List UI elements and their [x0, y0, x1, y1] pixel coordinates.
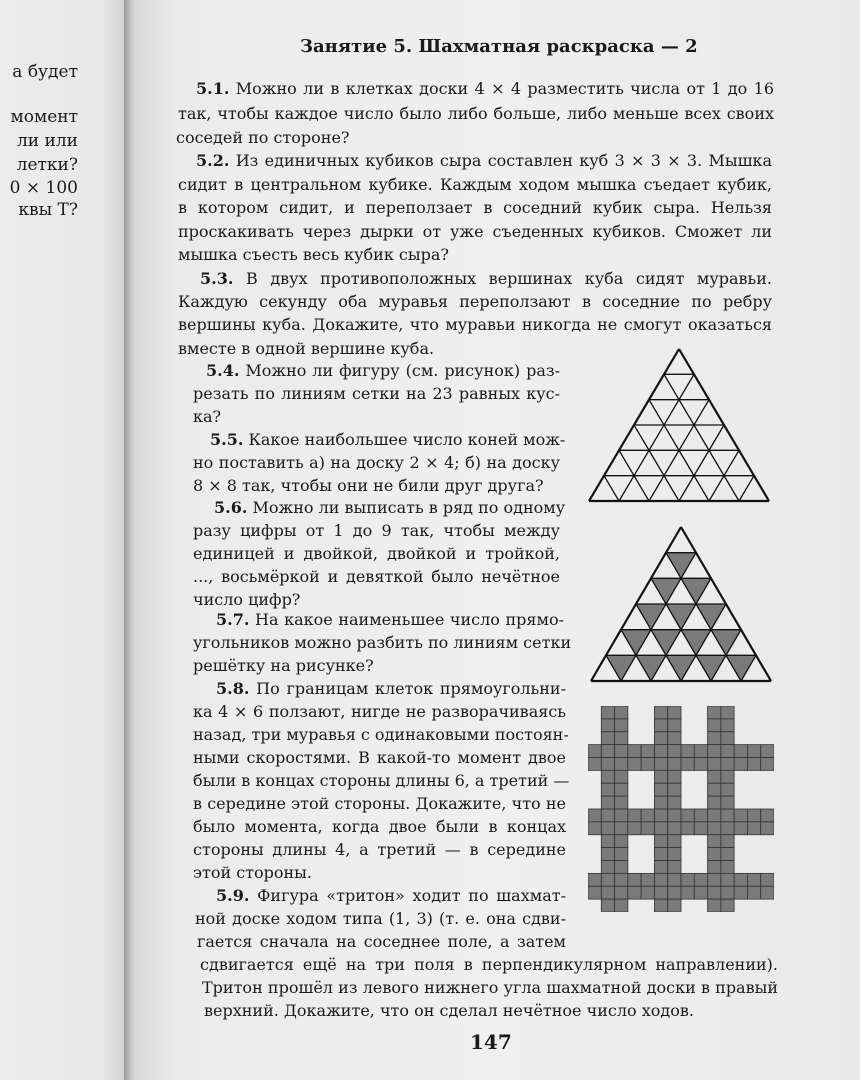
lattice-cell [708, 796, 721, 809]
lattice-cell [694, 758, 707, 771]
lattice-cell [668, 835, 681, 848]
problem-number: 5.2. [196, 151, 230, 170]
problem-text: По границам клеток прямоугольни- [256, 679, 566, 698]
lattice-cell [654, 732, 667, 745]
problem-5-4-line [206, 363, 560, 379]
lattice-cell [654, 848, 667, 861]
lattice-cell [641, 758, 654, 771]
lattice-cell [615, 732, 628, 745]
shaded-cell [636, 604, 666, 630]
problem-5-3-line: вместе в одной вершине куба. [178, 339, 435, 358]
lattice-cell [694, 745, 707, 758]
lattice-cell [628, 822, 641, 835]
shaded-cell [696, 604, 726, 630]
left-page-line: летки? [16, 155, 78, 175]
lattice-cell [761, 758, 774, 771]
problem-5-7-line: угольников можно разбить по линиям сетки [193, 633, 572, 652]
lattice-cell [721, 886, 734, 899]
lattice-cell [601, 796, 614, 809]
lattice-cell [668, 848, 681, 861]
lattice-cell [615, 758, 628, 771]
lattice-cell [668, 822, 681, 835]
lattice-cell [734, 758, 747, 771]
problem-text: На какое наименьшее число прямо- [255, 610, 564, 629]
problem-5-6-line [214, 498, 566, 517]
lattice-cell [668, 899, 681, 912]
lattice-cell [694, 822, 707, 835]
lattice-cell [761, 822, 774, 835]
lattice-cell [615, 861, 628, 874]
lattice-cell [654, 770, 667, 783]
lattice-cell [668, 770, 681, 783]
problem-5-2-line: сидит в центральном кубике. Каждым ходом мышка съедает кубик, [178, 175, 772, 194]
lattice-cell [761, 886, 774, 899]
lattice-cell [615, 886, 628, 899]
lattice-cell [588, 886, 601, 899]
lattice-cell [601, 732, 614, 745]
problem-5-2-line: мышка съесть весь кубик сыра? [178, 245, 449, 264]
lattice-cell [694, 873, 707, 886]
lattice-cell [615, 745, 628, 758]
problem-5-8-line: назад, три муравья с одинаковыми постоян- [193, 725, 569, 744]
problem-text: Какое наибольшее число коней мож- [248, 430, 566, 449]
lattice-cell [721, 809, 734, 822]
left-page-line: ли или [17, 131, 78, 151]
problem-number: 5.1. [196, 79, 230, 98]
lattice-cell [747, 758, 760, 771]
problem-text: В двух противоположных вершинах куба сидят муравьи. [245, 269, 772, 288]
lattice-cell [708, 706, 721, 719]
problem-number: 5.8. [216, 679, 250, 698]
lattice-cell [708, 758, 721, 771]
problem-5-6-line: число цифр? [193, 590, 301, 609]
lattice-cell [708, 886, 721, 899]
lattice-cell [761, 745, 774, 758]
problem-5-9-line: верхний. Докажите, что он сделал нечётное число ходов. [204, 1001, 694, 1020]
lattice-cell [668, 886, 681, 899]
left-page-line: квы Т? [18, 200, 78, 220]
lattice-cell [641, 745, 654, 758]
lattice-cell [747, 886, 760, 899]
problem-5-6-line: разу цифры от 1 до 9 так, чтобы между [193, 521, 560, 540]
lattice-cell [681, 809, 694, 822]
problem-text: Можно ли фигуру (см. рисунок) раз- [245, 361, 560, 380]
lattice-cell [601, 745, 614, 758]
problem-text: Фигура «тритон» ходит по шахмат- [257, 886, 566, 905]
problem-5-9-line: Тритон прошёл из левого нижнего угла шахматной доски в правый [202, 978, 778, 997]
lattice-cell [615, 783, 628, 796]
lattice-cell [721, 796, 734, 809]
lattice-cell [668, 745, 681, 758]
lattice-cell [708, 732, 721, 745]
lattice-cell [654, 886, 667, 899]
problem-5-4-line: ка? [193, 407, 222, 426]
lattice-cell [721, 758, 734, 771]
lattice-cell [641, 873, 654, 886]
lattice-cell [681, 873, 694, 886]
lattice-cell [601, 873, 614, 886]
lattice-cell [628, 873, 641, 886]
lattice-cell [615, 899, 628, 912]
lattice-cell [708, 848, 721, 861]
lattice-cell [615, 822, 628, 835]
lattice-cell [601, 848, 614, 861]
lattice-cell [721, 732, 734, 745]
problem-number: 5.9. [216, 886, 250, 905]
problem-number: 5.6. [214, 498, 248, 517]
shaded-cell [681, 578, 711, 604]
shaded-cell [666, 655, 696, 681]
lattice-cell [721, 745, 734, 758]
lattice-cell [654, 706, 667, 719]
lattice-cell [734, 745, 747, 758]
left-page-line: момент [10, 107, 78, 127]
lattice-cell [601, 886, 614, 899]
lattice-cell [588, 745, 601, 758]
grid-line [619, 374, 694, 501]
lattice-cell [734, 809, 747, 822]
lattice-cell [601, 899, 614, 912]
problem-5-7-line [216, 612, 564, 628]
lattice-cell [721, 719, 734, 732]
lattice-cell [708, 719, 721, 732]
problem-number: 5.5. [210, 430, 244, 449]
problem-5-8-line: этой стороны. [193, 863, 312, 882]
lattice-cell [601, 835, 614, 848]
problem-5-5-line: 8 × 8 так, чтобы они не били друг друга? [193, 476, 544, 495]
lattice-cell [721, 848, 734, 861]
lattice-cell [708, 899, 721, 912]
lattice-cell [708, 809, 721, 822]
shaded-cell [651, 578, 681, 604]
lattice-cell [588, 758, 601, 771]
lattice-cell [615, 873, 628, 886]
lattice-cell [668, 873, 681, 886]
lattice-cell [641, 809, 654, 822]
lattice-cell [681, 758, 694, 771]
triangle-grid-figure [586, 346, 772, 504]
shaded-cell [726, 655, 756, 681]
problem-5-8-line: в середине этой стороны. Докажите, что не [193, 794, 566, 813]
lattice-cell [601, 706, 614, 719]
lattice-cell [615, 719, 628, 732]
lattice-cell [694, 886, 707, 899]
problem-5-3-line: Каждую секунду оба муравья переползают в соседние по ребру [178, 292, 772, 311]
lattice-cell [641, 822, 654, 835]
lattice-cell [668, 796, 681, 809]
lattice-cell [588, 809, 601, 822]
lattice-cell [721, 783, 734, 796]
lattice-cell [681, 822, 694, 835]
lattice-cell [721, 873, 734, 886]
left-page-line: а будет [12, 62, 78, 82]
problem-number: 5.7. [216, 610, 250, 629]
problem-5-9-line [216, 888, 566, 904]
lattice-cell [654, 899, 667, 912]
lattice-cell [734, 822, 747, 835]
problem-5-8-line: было момента, когда двое были в концах [193, 817, 566, 836]
shaded-cell [606, 655, 636, 681]
problem-5-1-line: так, чтобы каждое число было либо больше, либо меньше всех своих [178, 104, 774, 123]
lattice-cell [615, 796, 628, 809]
problem-5-8-line: стороны длины 4, а третий — в середине [193, 840, 566, 859]
lattice-cell [601, 770, 614, 783]
lattice-cell [615, 770, 628, 783]
lattice-cell [668, 783, 681, 796]
problem-5-2-line [196, 153, 772, 169]
shaded-cell [621, 630, 651, 656]
problem-5-6-line: ..., восьмёркой и девяткой было нечётное [193, 567, 560, 586]
problem-5-5-line [210, 430, 566, 449]
problem-5-9-line: сдвигается ещё на три поля в перпендикулярном направлении). [200, 955, 778, 974]
lattice-cell [615, 835, 628, 848]
lattice-cell [721, 822, 734, 835]
page-number: 147 [470, 1030, 512, 1054]
lattice-cell [641, 886, 654, 899]
lattice-cell [654, 809, 667, 822]
lattice-cell [721, 706, 734, 719]
shaded-triangle-figure [588, 524, 774, 684]
problem-5-8-line: ка 4 × 6 ползают, нигде не разворачиваясь [193, 702, 566, 721]
lattice-cell [668, 809, 681, 822]
lattice-cell [654, 758, 667, 771]
lattice-cell [708, 783, 721, 796]
lattice-cell [628, 886, 641, 899]
lattice-cell [708, 745, 721, 758]
problem-5-3-line [200, 271, 772, 287]
lattice-cell [708, 835, 721, 848]
lattice-cell [601, 861, 614, 874]
lattice-cell [628, 809, 641, 822]
lattice-cell [654, 796, 667, 809]
lattice-cell [761, 873, 774, 886]
problem-5-9-line: гается сначала на соседнее поле, а затем [197, 932, 566, 951]
grid-line [664, 374, 739, 501]
lattice-cell [654, 873, 667, 886]
lattice-cell [628, 758, 641, 771]
lattice-cell [708, 873, 721, 886]
lattice-cell [615, 809, 628, 822]
lattice-cell [588, 822, 601, 835]
lattice-cell [681, 886, 694, 899]
lattice-cell [654, 783, 667, 796]
lattice-cell [601, 719, 614, 732]
lattice-cell [761, 809, 774, 822]
lattice-cell [601, 809, 614, 822]
left-page-line: 0 × 100 [9, 178, 78, 198]
problem-5-8-line [216, 681, 566, 697]
problem-5-1-line [196, 81, 774, 97]
lattice-cell [747, 822, 760, 835]
shaded-cell [651, 630, 681, 656]
lattice-cell [668, 706, 681, 719]
lattice-cell [721, 835, 734, 848]
lattice-cell [668, 861, 681, 874]
lattice-cell [615, 706, 628, 719]
lattice-cell [708, 822, 721, 835]
lattice-cell [601, 822, 614, 835]
shaded-cell [666, 604, 696, 630]
lattice-figure [588, 706, 774, 912]
problem-5-2-line: в котором сидит, и переползает в соседний кубик сыра. Нельзя [178, 198, 772, 217]
lattice-cell [747, 873, 760, 886]
problem-5-7-line: решётку на рисунке? [193, 656, 374, 675]
problem-number: 5.3. [200, 269, 234, 288]
problem-text: Можно ли в клетках доски 4 × 4 разместить числа от 1 до 16 [235, 79, 774, 98]
grid-line [604, 476, 619, 501]
lattice-cell [601, 783, 614, 796]
lattice-cell [681, 745, 694, 758]
problem-text: Можно ли выписать в ряд по одному [252, 498, 566, 517]
lattice-cell [668, 758, 681, 771]
shaded-cell [711, 630, 741, 656]
lattice-cell [654, 719, 667, 732]
shaded-cell [696, 655, 726, 681]
problem-5-6-line: единицей и двойкой, двойкой и тройкой, [193, 544, 560, 563]
lattice-cell [747, 809, 760, 822]
shaded-cell [681, 630, 711, 656]
lattice-cell [747, 745, 760, 758]
problem-5-8-line: ными скоростями. В какой-то момент двое [193, 748, 566, 767]
shaded-cell [636, 655, 666, 681]
lattice-cell [694, 809, 707, 822]
lattice-cell [615, 848, 628, 861]
problem-5-9-line: ной доске ходом типа (1, 3) (т. е. она сдви- [195, 909, 566, 928]
problem-5-1-line: соседей по стороне? [176, 128, 350, 147]
problem-5-5-line: но поставить а) на доску 2 × 4; б) на доску [193, 453, 560, 472]
lattice-cell [721, 899, 734, 912]
lattice-cell [721, 861, 734, 874]
problem-5-4-line: резать по линиям сетки на 23 равных кус- [193, 384, 560, 403]
problem-5-2-line: проскакивать через дырки от уже съеденных кубиков. Сможет ли [178, 222, 772, 241]
lattice-cell [588, 873, 601, 886]
problem-text: Из единичных кубиков сыра составлен куб 3 × 3 × 3. Мышка [235, 151, 772, 170]
lattice-cell [708, 770, 721, 783]
lattice-cell [708, 861, 721, 874]
lattice-cell [654, 861, 667, 874]
lattice-cell [654, 822, 667, 835]
lattice-cell [668, 732, 681, 745]
problem-5-8-line: были в концах стороны длины 6, а третий — [193, 771, 570, 790]
lattice-cell [668, 719, 681, 732]
lattice-cell [601, 758, 614, 771]
problem-number: 5.4. [206, 361, 240, 380]
lattice-cell [654, 745, 667, 758]
problem-5-3-line: вершины куба. Докажите, что муравьи никогда не смогут оказаться [178, 315, 772, 334]
left-page-edge [0, 0, 128, 1080]
lattice-cell [734, 873, 747, 886]
lattice-cell [628, 745, 641, 758]
lattice-cell [734, 886, 747, 899]
grid-line [739, 476, 754, 501]
lattice-cell [654, 835, 667, 848]
page-title: Занятие 5. Шахматная раскраска — 2 [300, 36, 698, 57]
lattice-cell [721, 770, 734, 783]
shaded-cell [666, 553, 696, 579]
